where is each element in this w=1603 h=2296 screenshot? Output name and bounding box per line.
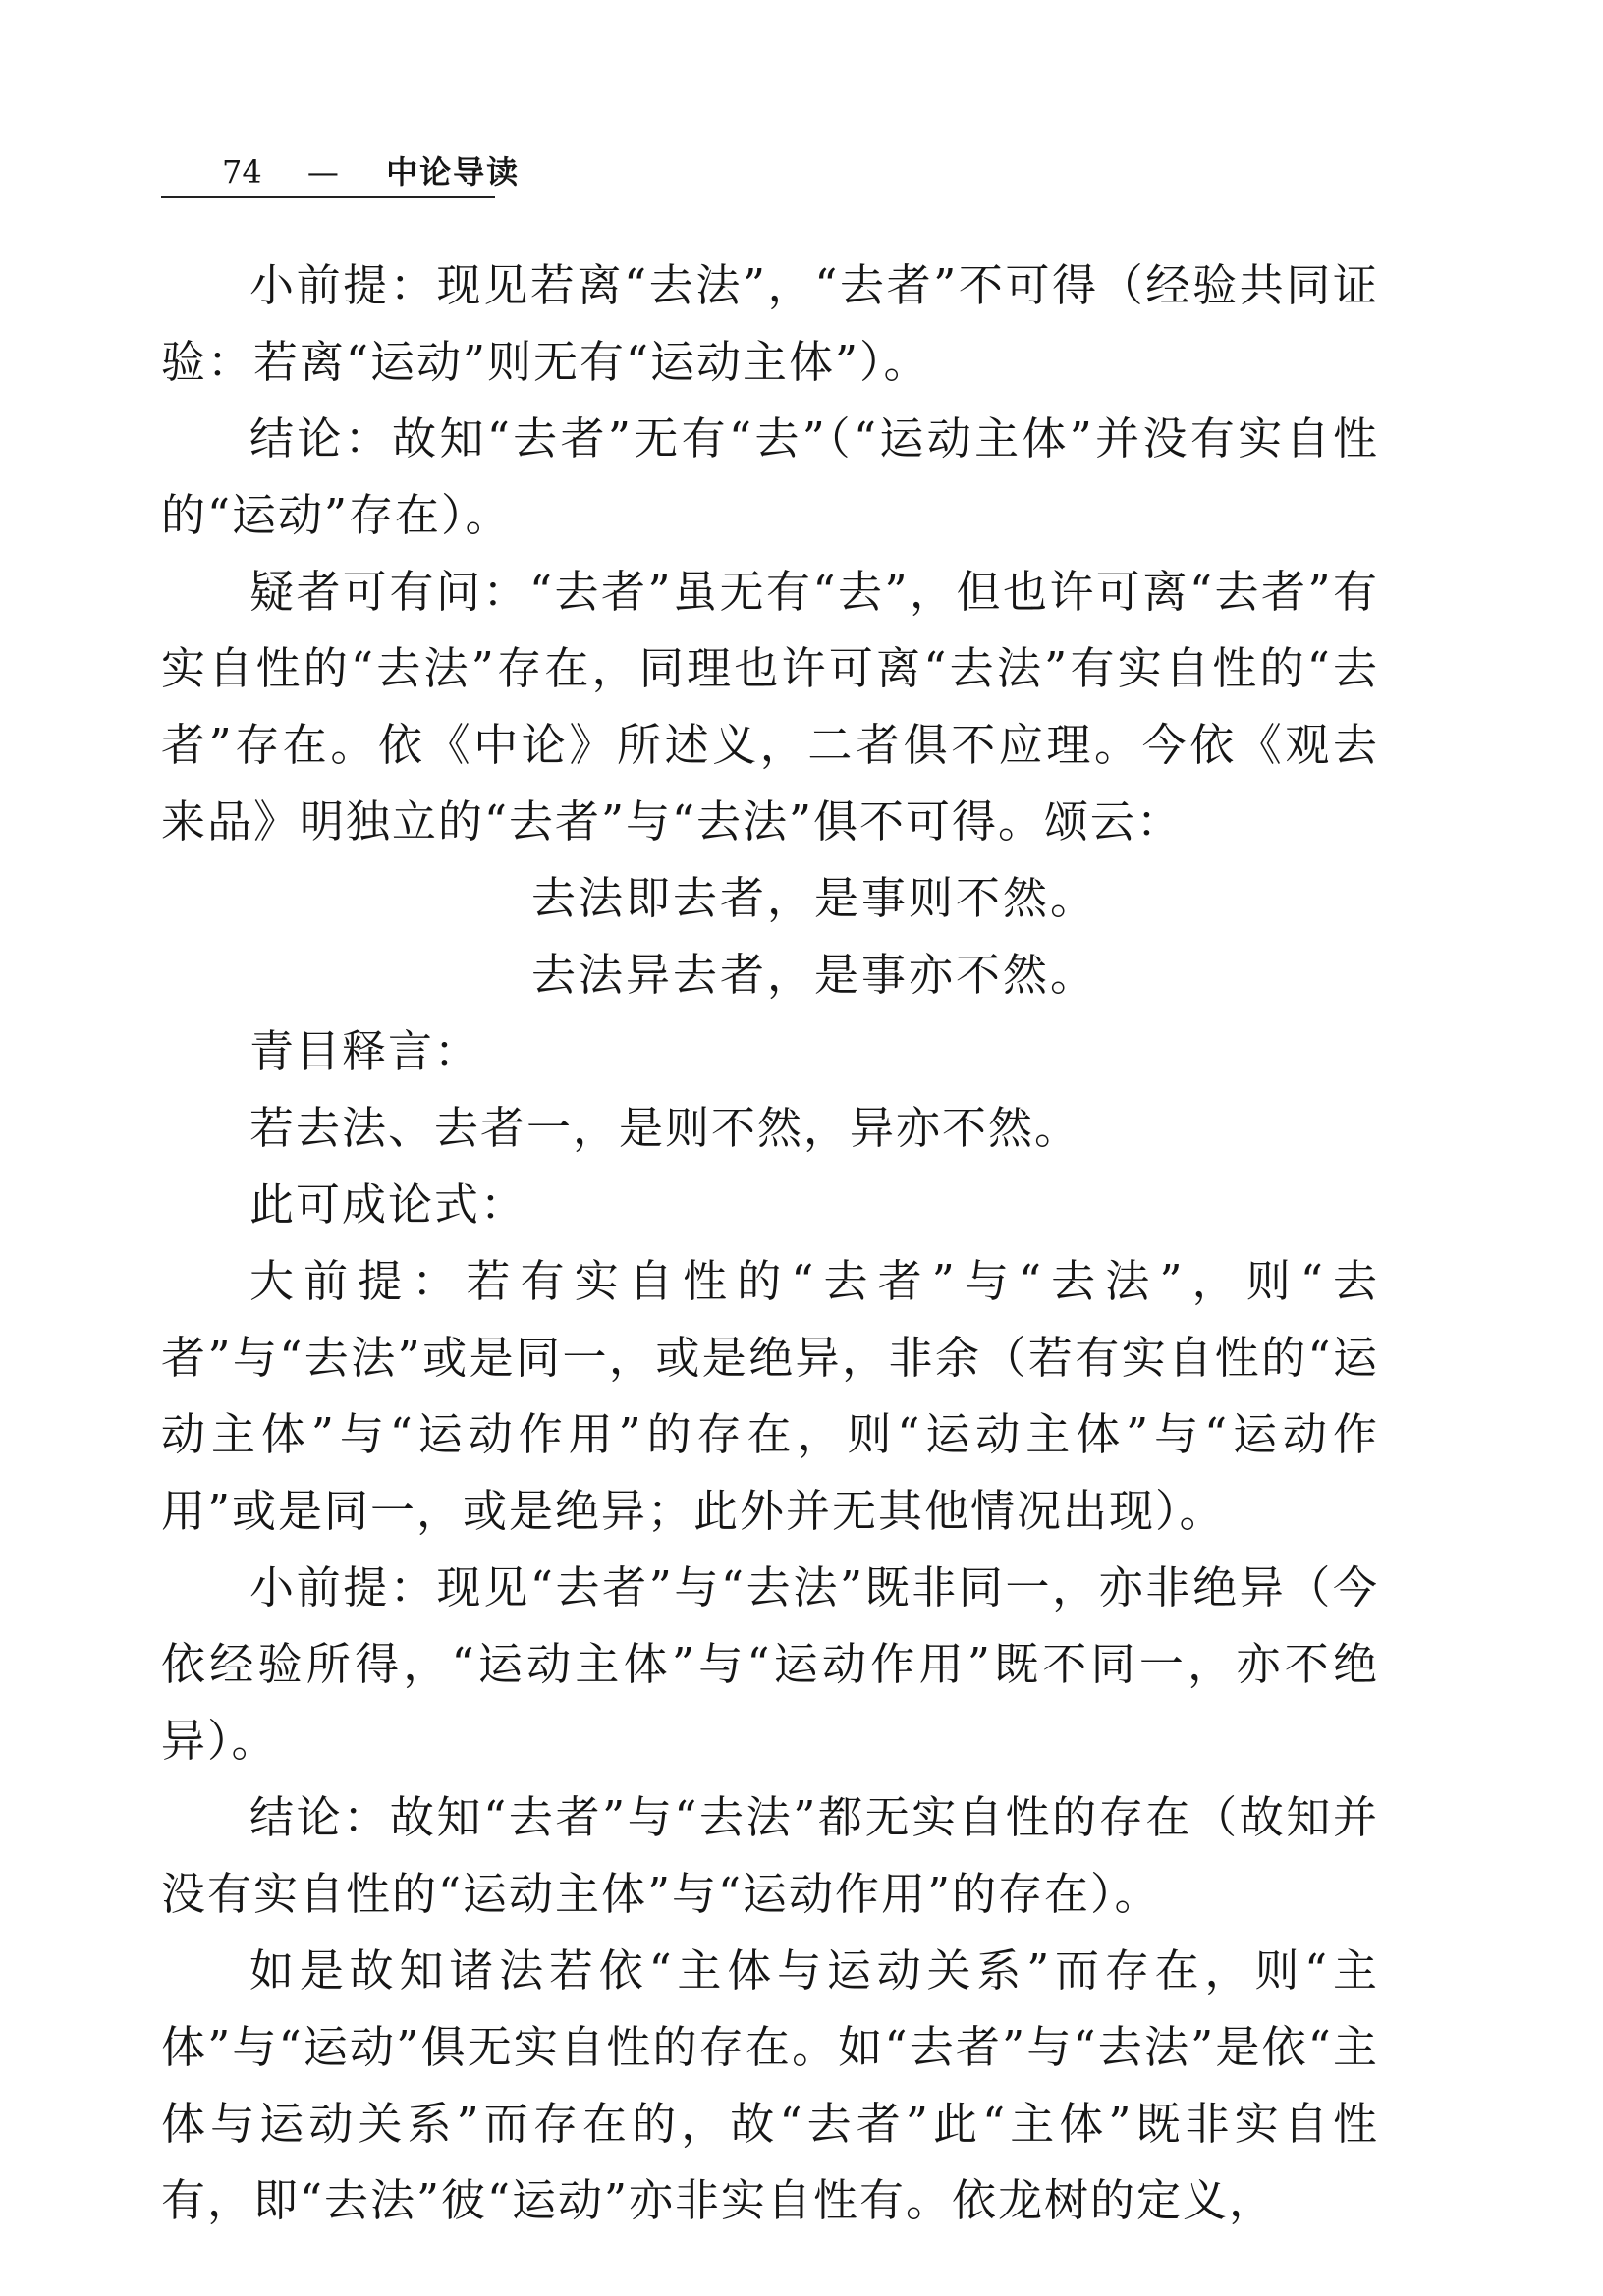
verse-line-2: 去法异去者，是事亦不然。 [530, 949, 1097, 1001]
running-header [161, 147, 534, 196]
paragraph-commentary: 若去法、去者一，是则不然，异亦不然。 [249, 1102, 1081, 1154]
paragraph-conclusion-2: 结论：故知“去者”与“去法”都无实自性的存在（故知并没有实自性的“运动主体”与“运动作用”的存在）。 [161, 1791, 1379, 1920]
paragraph-major-premise: 大前提：若有实自性的“去者”与“去法”，则“去者”与“去法”或是同一，或是绝异，非余（若有实自性的“运动主体”与“运动作用”的存在，则“运动主体”与“运动作用”或是同一，或是绝异；此外并无其他情况出现）。 [161, 1255, 1379, 1537]
paragraph-minor-premise-1: 小前提：现见若离“去法”，“去者”不可得（经验共同证验：若离“运动”则无有“运动主体”）。 [161, 259, 1379, 388]
paragraph-final: 如是故知诸法若依“主体与运动关系”而存在，则“主体”与“运动”俱无实自性的存在。如“去者”与“去法”是依“主体与运动关系”而存在的，故“去者”此“主体”既非实自性有，即“去法”彼“运动”亦非实自性有。依龙树的定义， [161, 1944, 1379, 2226]
paragraph-commentary-intro: 青目释言： [249, 1025, 481, 1077]
paragraph-minor-premise-2: 小前提：现见“去者”与“去法”既非同一，亦非绝异（今依经验所得，“运动主体”与“运动作用”既不同一，亦不绝异）。 [161, 1561, 1379, 1767]
header-dash: — [306, 153, 339, 191]
page-number: 74 [222, 153, 262, 191]
paragraph-conclusion-1: 结论：故知“去者”无有“去”（“运动主体”并没有实自性的“运动”存在）。 [161, 412, 1379, 541]
paragraph-syllogism-intro: 此可成论式： [249, 1178, 527, 1230]
verse-line-1: 去法即去者，是事则不然。 [530, 872, 1097, 924]
header-rule [161, 196, 495, 198]
paragraph-question: 疑者可有问：“去者”虽无有“去”，但也许可离“去者”有实自性的“去法”存在，同理也许可离“去法”有实自性的“去者”存在。依《中论》所述义，二者俱不应理。今依《观去来品》明独立的“去者”与“去法”俱不可得。颂云： [161, 566, 1379, 847]
book-title: 中论导读 [386, 153, 521, 191]
body-text [161, 247, 1379, 2239]
